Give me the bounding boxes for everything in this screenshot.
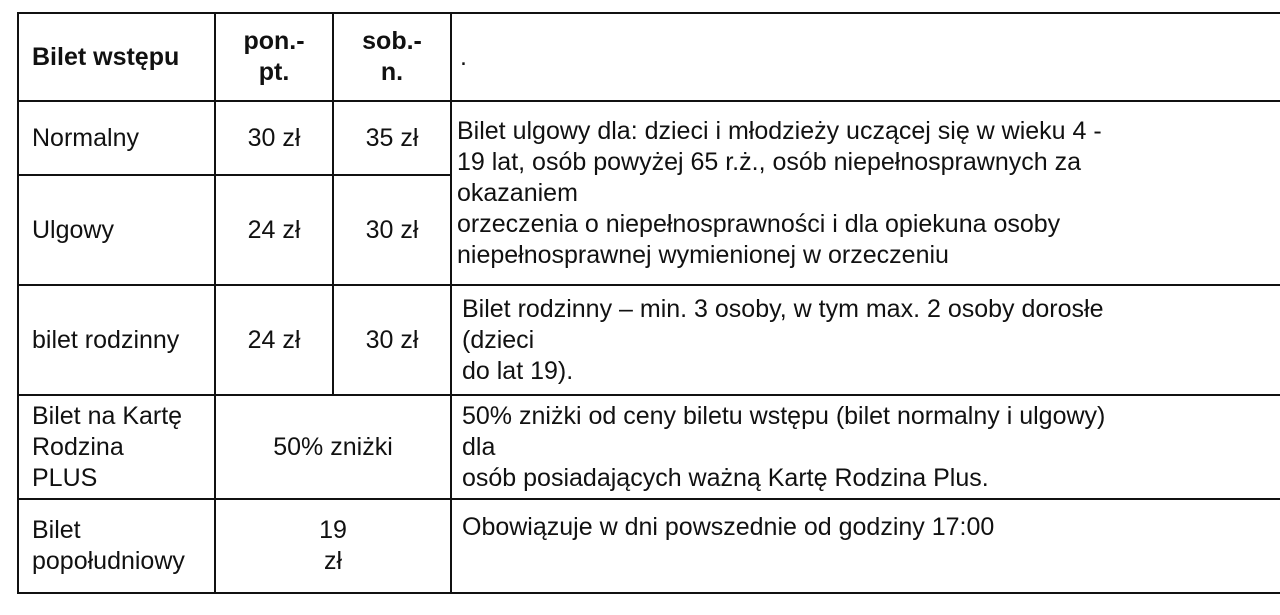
table-row-normalny bbox=[18, 101, 1280, 175]
table-row-rodzinny bbox=[18, 285, 1280, 395]
price-popoludniowy: 19 zł bbox=[215, 499, 451, 593]
ticket-name-karta: Bilet na Kartę Rodzina PLUS bbox=[18, 395, 215, 499]
ticket-name-ulgowy: Ulgowy bbox=[18, 175, 215, 285]
price-weekend-rodzinny: 30 zł bbox=[333, 285, 451, 395]
price-weekend-normalny: 35 zł bbox=[333, 101, 451, 175]
ticket-price-table bbox=[17, 12, 1280, 594]
header-weekday: pon.- pt. bbox=[215, 13, 333, 101]
description-popoludniowy: Obowiązuje w dni powszednie od godziny 17:00 bbox=[451, 499, 1280, 593]
table-row-popoludniowy bbox=[18, 499, 1280, 593]
price-weekend-ulgowy: 30 zł bbox=[333, 175, 451, 285]
description-karta: 50% zniżki od ceny biletu wstępu (bilet normalny i ulgowy) dla osób posiadających ważną Kartę Rodzina Plus. bbox=[451, 395, 1280, 499]
header-weekend: sob.- n. bbox=[333, 13, 451, 101]
price-weekday-rodzinny: 24 zł bbox=[215, 285, 333, 395]
header-ticket-type: Bilet wstępu bbox=[18, 13, 215, 101]
header-description: . bbox=[451, 13, 1280, 101]
header-row bbox=[18, 13, 1280, 101]
description-ulgowy: Bilet ulgowy dla: dzieci i młodzieży uczącej się w wieku 4 - 19 lat, osób powyżej 65 r.ż., osób niepełnosprawnych za okazaniem orzeczenia o niepełnosprawności i dla opiekuna osoby niepełnosprawnej wymienionej w orzeczeniu bbox=[451, 101, 1280, 285]
price-weekday-ulgowy: 24 zł bbox=[215, 175, 333, 285]
price-karta: 50% zniżki bbox=[215, 395, 451, 499]
description-rodzinny: Bilet rodzinny – min. 3 osoby, w tym max. 2 osoby dorosłe (dzieci do lat 19). bbox=[451, 285, 1280, 395]
ticket-name-popoludniowy: Bilet popołudniowy bbox=[18, 499, 215, 593]
ticket-name-normalny: Normalny bbox=[18, 101, 215, 175]
ticket-name-rodzinny: bilet rodzinny bbox=[18, 285, 215, 395]
price-weekday-normalny: 30 zł bbox=[215, 101, 333, 175]
table-row-karta bbox=[18, 395, 1280, 499]
